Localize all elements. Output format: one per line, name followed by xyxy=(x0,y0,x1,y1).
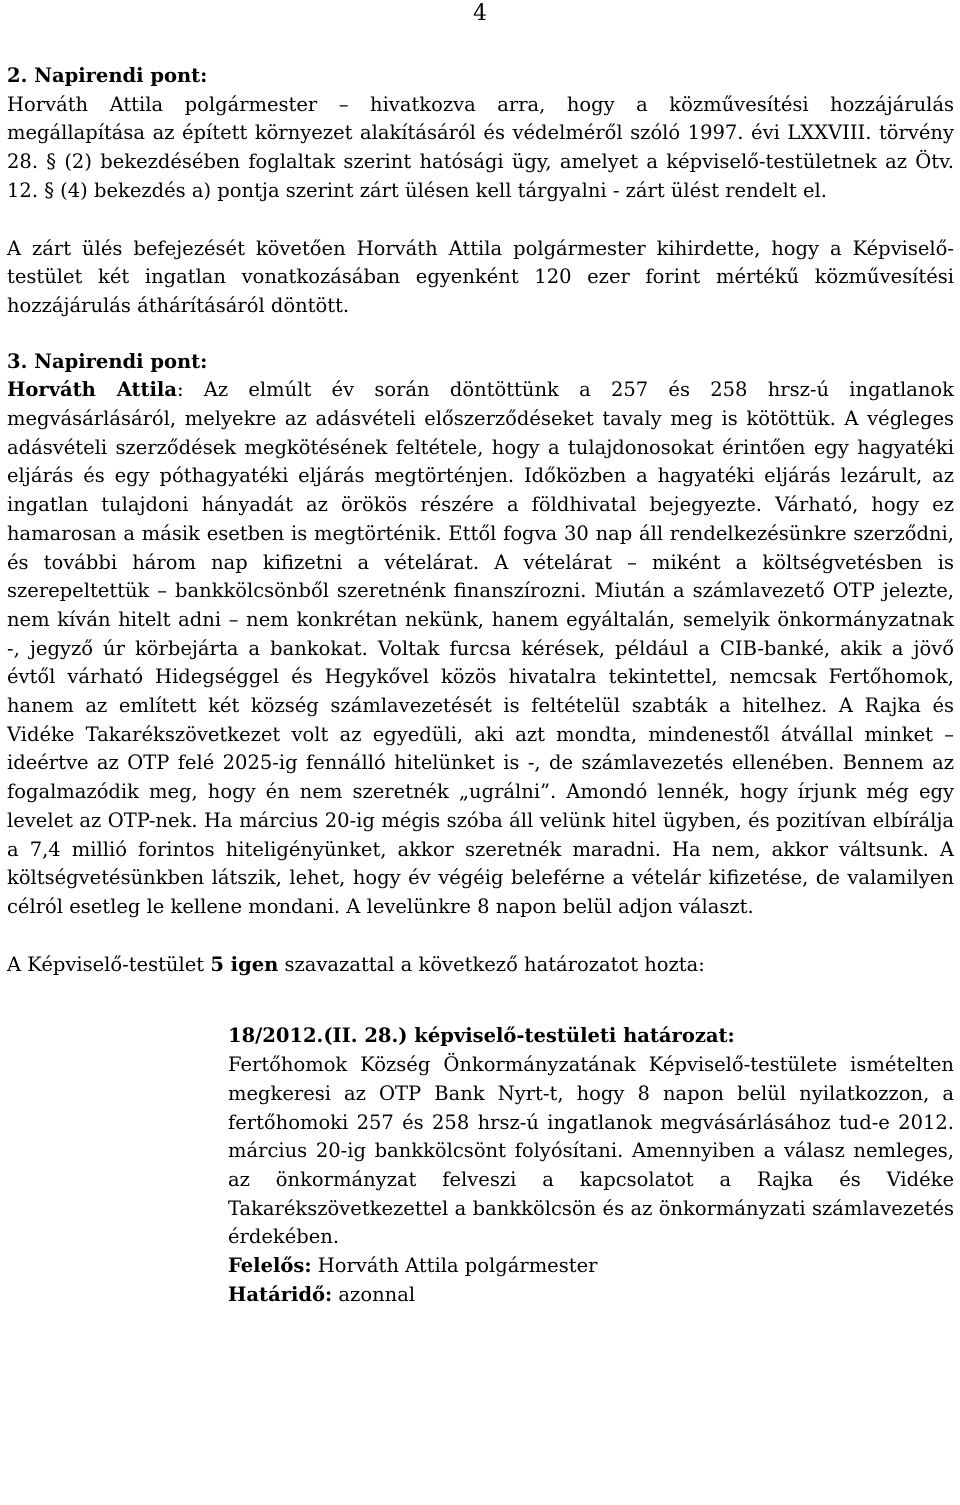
resolution-deadline: Határidő: azonnal xyxy=(228,1282,416,1306)
vote-statement: A Képviselő-testület 5 igen szavazattal a következő határozatot hozta: xyxy=(7,952,705,976)
section-3-speech xyxy=(7,376,954,921)
page-number: 4 xyxy=(473,1,487,26)
vote-count: 5 igen xyxy=(210,952,279,976)
section-3-heading: 3. Napirendi pont: xyxy=(7,349,208,373)
section-2-paragraph-1: Horváth Attila polgármester – hivatkozva arra, hogy a közművesítési hozzájárulás megállapítása az épített környezet alakításáról és védelméről szóló 1997. évi LXXVIII. törvény 28. § (2) bekezdésében foglaltak szerint hatósági ügy, amelyet a képviselő-testületnek az Ötv. 12. § (4) bekezdés a) pontja szerint zárt ülésen kell tárgyalni - zárt ülést rendelt el. xyxy=(7,92,954,202)
speech-text: : Az elmúlt év során döntöttünk a 257 és 258 hrsz-ú ingatlanok megvásárlásáról, melyekre az adásvételi előszerződéseket tavaly meg is kötöttük. A végleges adásvételi szerződések megkötésének feltétele, hogy a tulajdonosokat érintően egy hagyatéki eljárás és egy póthagyatéki eljárás megtörténjen. Időközben a hagyatéki eljárás lezárult, az ingatlan tulajdoni hányadát az örökös részére a földhivatal bejegyezte. Várható, hogy ez hamarosan a másik esetben is megtörténik. Ettől fogva 30 nap áll rendelkezésünkre szerződni, és további három nap kifizetni a vételárat. A vételárat – miként a költségvetésben is szerepeltettük – bankkölcsönből szeretnénk finanszírozni. Miután a számlavezető OTP jelezte, nem kíván hitelt adni – nem konkrétan nekünk, hanem egyáltalán, semelyik önkormányzatnak -, jegyző úr körbejárta a bankokat. Voltak furcsa kérések, például a CIB-banké, akik a jövő évtől várható Hidegséggel és Hegykővel közös hivatalra tekintettel, nemcsak Fertőhomok, hanem az említett két község számlavezetését is feltételül szabták a hitelhez. A Rajka és Vidéke Takarékszövetkezet volt az egyedüli, aki azt mondta, mindenestől átvállal minket – ideértve az OTP felé 2025-ig fennálló hitelünket is -, de számlavezetés ellenében. Bennem az fogalmazódik meg, hogy én nem szeretnék „ugrálni”. Amondó lennék, hogy írjunk még egy levelet az OTP-nek. Ha március 20-ig mégis szóba áll velünk hitel ügyben, és pozitívan elbírálja a 7,4 millió forintos hiteligényünket, akkor szeretnék maradni. Ha nem, akkor váltsunk. A költségvetésünkben látszik, lehet, hogy év végéig beleférne a vételár kifizetése, de valamilyen célról esetleg le kellene mondani. A levelünkre 8 napon belül adjon választ. xyxy=(7,378,954,918)
section-2-heading: 2. Napirendi pont: xyxy=(7,64,208,87)
section-2-paragraph-2: A zárt ülés befejezését követően Horváth Attila polgármester kihirdette, hogy a Képviselő-testület két ingatlan vonatkozásában egyenként 120 ezer forint mértékű közművesítési hozzájárulás áthárításáról döntött. xyxy=(7,236,954,317)
resolution-block xyxy=(228,1022,954,1309)
resolution-responsible: Felelős: Horváth Attila polgármester xyxy=(228,1254,598,1278)
speaker-name: Horváth Attila xyxy=(7,378,177,402)
document-body xyxy=(7,62,954,1309)
resolution-title: 18/2012.(II. 28.) képviselő-testületi határozat: xyxy=(228,1024,735,1048)
resolution-body: Fertőhomok Község Önkormányzatának Képviselő-testülete ismételten megkeresi az OTP Bank Nyrt-t, hogy 8 napon belül nyilatkozzon, a fertőhomoki 257 és 258 hrsz-ú ingatlanok megvásárlásához tud-e 2012. március 20-ig bankkölcsönt folyósítani. Amennyiben a válasz nemleges, az önkormányzat felveszi a kapcsolatot a Rajka és Vidéke Takarékszövetkezettel a bankkölcsön és az önkormányzati számlavezetés érdekében. xyxy=(228,1053,954,1249)
